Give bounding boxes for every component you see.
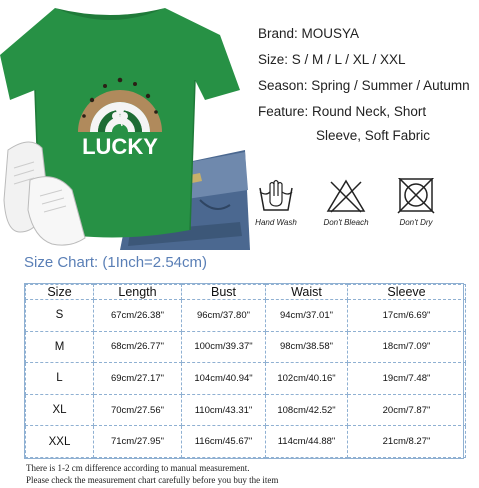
cell-length: 68cm/26.77"	[94, 331, 182, 363]
cell-sleeve: 20cm/7.87"	[348, 394, 466, 426]
care-hand-wash	[246, 178, 306, 227]
header-length: Length	[94, 285, 182, 300]
care-label: Hand Wash	[255, 218, 297, 227]
hand-wash-icon	[256, 178, 296, 214]
product-photo	[0, 0, 250, 250]
no-bleach-icon	[325, 178, 367, 214]
cell-waist: 114cm/44.88"	[266, 426, 348, 458]
cell-bust: 96cm/37.80"	[182, 300, 266, 332]
cell-sleeve: 18cm/7.09"	[348, 331, 466, 363]
care-no-bleach	[316, 178, 376, 227]
cell-waist: 102cm/40.16"	[266, 363, 348, 395]
cell-size: S	[26, 300, 94, 332]
tshirt-illustration	[0, 0, 250, 250]
cell-sleeve: 17cm/6.69"	[348, 300, 466, 332]
spec-feature-continued: Sleeve, Soft Fabric	[316, 128, 431, 143]
cell-waist: 108cm/42.52"	[266, 394, 348, 426]
header-size: Size	[26, 285, 94, 300]
cell-size: XL	[26, 394, 94, 426]
header-waist: Waist	[266, 285, 348, 300]
spec-feature: Feature: Round Neck, Short	[258, 104, 427, 119]
size-chart-table	[24, 283, 464, 459]
cell-size: M	[26, 331, 94, 363]
table-row	[26, 394, 466, 426]
size-chart-title: Size Chart: (1Inch=2.54cm)	[24, 254, 207, 271]
cell-length: 67cm/26.38"	[94, 300, 182, 332]
table-row	[26, 426, 466, 458]
shirt-print-text: LUCKY	[82, 134, 158, 159]
cell-bust: 116cm/45.67"	[182, 426, 266, 458]
table-header-row	[26, 285, 466, 300]
care-label: Don't Dry	[399, 218, 433, 227]
cell-sleeve: 21cm/8.27"	[348, 426, 466, 458]
table-row	[26, 300, 466, 332]
table-row	[26, 363, 466, 395]
spec-season: Season: Spring / Summer / Autumn	[258, 78, 470, 93]
header-bust: Bust	[182, 285, 266, 300]
cell-length: 69cm/27.17"	[94, 363, 182, 395]
cell-waist: 98cm/38.58"	[266, 331, 348, 363]
cell-waist: 94cm/37.01"	[266, 300, 348, 332]
cell-size: XXL	[26, 426, 94, 458]
cell-bust: 104cm/40.94"	[182, 363, 266, 395]
table-row	[26, 331, 466, 363]
cell-length: 71cm/27.95"	[94, 426, 182, 458]
care-label: Don't Bleach	[323, 218, 369, 227]
cell-sleeve: 19cm/7.48"	[348, 363, 466, 395]
header-sleeve: Sleeve	[348, 285, 466, 300]
spec-size: Size: S / M / L / XL / XXL	[258, 52, 406, 67]
cell-length: 70cm/27.56"	[94, 394, 182, 426]
cell-size: L	[26, 363, 94, 395]
spec-brand: Brand: MOUSYA	[258, 26, 360, 41]
care-no-dry	[386, 178, 446, 227]
measurement-note: There is 1-2 cm difference according to manual measurement.	[26, 463, 250, 473]
cell-bust: 100cm/39.37"	[182, 331, 266, 363]
no-dry-icon	[396, 178, 436, 214]
check-chart-note: Please check the measurement chart carefully before you buy the item	[26, 475, 279, 485]
cell-bust: 110cm/43.31"	[182, 394, 266, 426]
